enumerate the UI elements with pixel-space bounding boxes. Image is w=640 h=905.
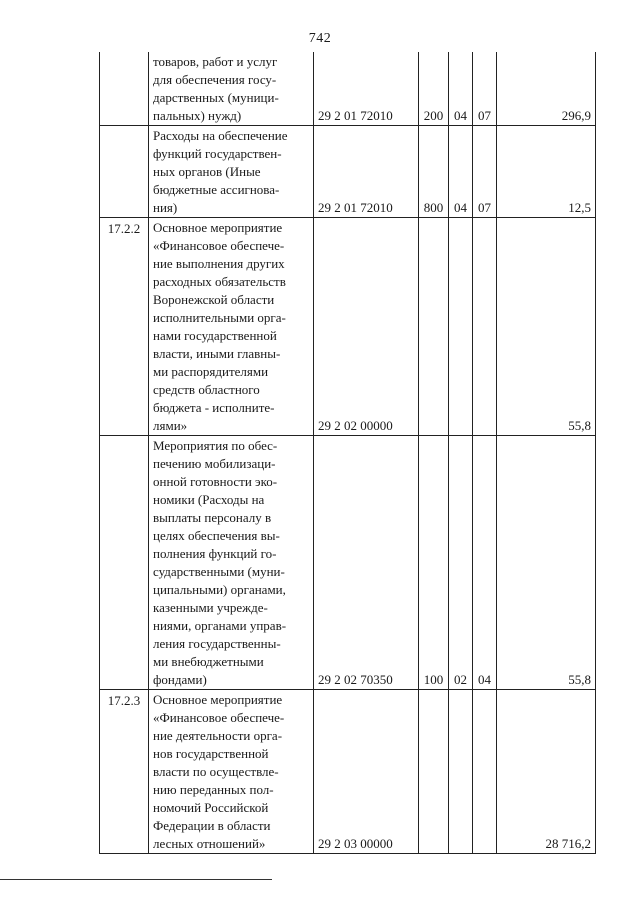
- row-name-line: казенными учрежде-: [153, 600, 268, 615]
- row-name-line: лями»: [153, 418, 188, 433]
- row-section-cell: [449, 218, 473, 436]
- row-code-cell: 29 2 03 00000: [314, 690, 419, 854]
- row-name-line: целях обеспечения вы-: [153, 528, 280, 543]
- row-sum-cell: 55,8: [497, 436, 596, 690]
- table-row: [100, 126, 596, 218]
- row-name-line: ние выполнения других: [153, 256, 285, 271]
- row-section-cell: [449, 690, 473, 854]
- row-name-line: власти, иными главны-: [153, 346, 281, 361]
- row-subsection-cell: [473, 690, 497, 854]
- row-name-line: нию переданных пол-: [153, 782, 274, 797]
- row-subsection-cell: 07: [473, 126, 497, 218]
- row-name-line: Федерации в области: [153, 818, 271, 833]
- row-name-cell: [149, 436, 314, 690]
- row-section-cell: 02: [449, 436, 473, 690]
- row-name-line: ми распорядителями: [153, 364, 269, 379]
- row-sum-cell: 12,5: [497, 126, 596, 218]
- row-code-cell: 29 2 02 00000: [314, 218, 419, 436]
- row-name-line: для обеспечения госу-: [153, 72, 277, 87]
- row-name-line: средств областного: [153, 382, 260, 397]
- row-name-line: ления государственны-: [153, 636, 281, 651]
- row-expense-type-cell: 800: [419, 126, 449, 218]
- row-name-line: Основное мероприятие: [153, 220, 283, 235]
- row-section-cell: 04: [449, 126, 473, 218]
- table-row: [100, 218, 596, 436]
- row-name-line: пальных) нужд): [153, 108, 242, 123]
- row-name-cell: [149, 690, 314, 854]
- row-name-line: фондами): [153, 672, 207, 687]
- row-name-line: сударственными (муни-: [153, 564, 285, 579]
- row-expense-type-cell: [419, 690, 449, 854]
- footer-rule: [0, 879, 272, 880]
- row-name-line: товаров, работ и услуг: [153, 54, 278, 69]
- row-name-line: ние деятельности орга-: [153, 728, 283, 743]
- row-name-line: полнения функций го-: [153, 546, 277, 561]
- row-code-cell: 29 2 01 72010: [314, 126, 419, 218]
- row-subsection-cell: [473, 218, 497, 436]
- row-name-line: дарственных (муници-: [153, 90, 279, 105]
- row-number-cell: [100, 436, 149, 690]
- row-name-line: нами государственной: [153, 328, 277, 343]
- row-name-line: «Финансовое обеспече-: [153, 710, 285, 725]
- row-number-cell: [100, 52, 149, 126]
- row-name-line: ми внебюджетными: [153, 654, 264, 669]
- row-name-line: нов государственной: [153, 746, 269, 761]
- row-name-line: бюджета - исполните-: [153, 400, 275, 415]
- row-code-cell: 29 2 02 70350: [314, 436, 419, 690]
- row-name-line: печению мобилизаци-: [153, 456, 276, 471]
- row-section-cell: 04: [449, 52, 473, 126]
- page-number: 742: [308, 31, 332, 46]
- row-name-line: исполнительными орга-: [153, 310, 286, 325]
- row-name-line: расходных обязательств: [153, 274, 286, 289]
- row-name-line: «Финансовое обеспече-: [153, 238, 285, 253]
- row-name-line: Мероприятия по обес-: [153, 438, 278, 453]
- row-number-cell: 17.2.3: [100, 690, 149, 854]
- row-name-line: Основное мероприятие: [153, 692, 283, 707]
- row-sum-cell: 28 716,2: [497, 690, 596, 854]
- row-subsection-cell: 04: [473, 436, 497, 690]
- row-name-line: Воронежской области: [153, 292, 275, 307]
- row-sum-cell: 55,8: [497, 218, 596, 436]
- row-name-line: ципальными) органами,: [153, 582, 286, 597]
- row-name-cell: [149, 52, 314, 126]
- row-name-line: номочий Российской: [153, 800, 269, 815]
- row-name-line: власти по осуществле-: [153, 764, 279, 779]
- row-name-cell: [149, 218, 314, 436]
- row-expense-type-cell: 200: [419, 52, 449, 126]
- row-name-line: онной готовности эко-: [153, 474, 278, 489]
- row-expense-type-cell: [419, 218, 449, 436]
- row-name-line: функций государствен-: [153, 146, 282, 161]
- row-name-line: лесных отношений»: [153, 836, 266, 851]
- row-code-cell: 29 2 01 72010: [314, 52, 419, 126]
- table-row: [100, 690, 596, 854]
- table-body: [100, 52, 596, 854]
- row-name-line: ниями, органами управ-: [153, 618, 287, 633]
- row-name-line: ния): [153, 200, 178, 215]
- row-name-line: ных органов (Иные: [153, 164, 261, 179]
- row-number-cell: 17.2.2: [100, 218, 149, 436]
- row-name-line: бюджетные ассигнова-: [153, 182, 280, 197]
- row-sum-cell: 296,9: [497, 52, 596, 126]
- row-name-cell: [149, 126, 314, 218]
- row-name-line: номики (Расходы на: [153, 492, 265, 507]
- row-number-cell: [100, 126, 149, 218]
- row-name-line: выплаты персоналу в: [153, 510, 272, 525]
- budget-table: [99, 52, 596, 854]
- table-row: [100, 52, 596, 126]
- row-subsection-cell: 07: [473, 52, 497, 126]
- row-expense-type-cell: 100: [419, 436, 449, 690]
- row-name-line: Расходы на обеспечение: [153, 128, 288, 143]
- table-row: [100, 436, 596, 690]
